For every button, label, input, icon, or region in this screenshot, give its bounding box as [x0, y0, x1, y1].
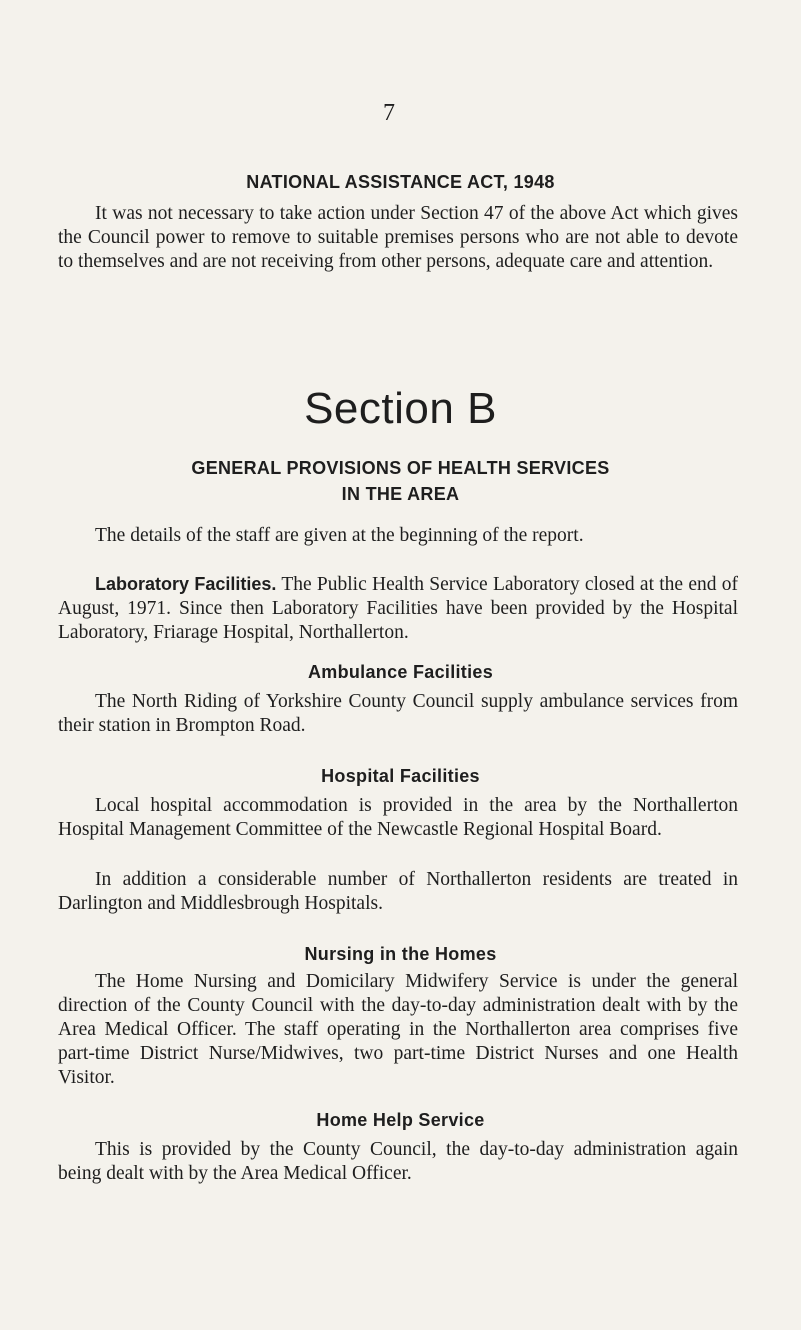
nursing-heading: Nursing in the Homes [304, 944, 497, 964]
hospital-paragraph-2: In addition a considerable number of Northallerton residents are treated in Darlington and Middlesbrough Hospitals. [58, 869, 738, 914]
home-help-heading: Home Help Service [316, 1110, 485, 1130]
ambulance-paragraph: The North Riding of Yorkshire County Council supply ambulance services from their station in Brompton Road. [58, 691, 738, 736]
ambulance-heading: Ambulance Facilities [307, 662, 494, 682]
section-title: Section B [304, 384, 497, 433]
laboratory-body: The Public Health Service Laboratory closed at the end of August, 1971. Since then Laboratory Facilities have been provided by the Hospital Laboratory, Friarage Hospital, Northallerton. [58, 574, 738, 643]
laboratory-paragraph [58, 572, 738, 645]
page-number: 7 [383, 100, 395, 126]
general-provisions-heading-line2: IN THE AREA [341, 484, 460, 504]
national-assistance-heading: NATIONAL ASSISTANCE ACT, 1948 [246, 172, 555, 192]
hospital-paragraph-1: Local hospital accommodation is provided in the area by the Northallerton Hospital Management Committee of the Newcastle Regional Hospital Board. [58, 795, 738, 840]
laboratory-heading: Laboratory Facilities. [95, 574, 277, 594]
nursing-paragraph: The Home Nursing and Domicilary Midwifery Service is under the general direction of the County Council with the day-to-day administration dealt with by the Area Medical Officer. The staff operating in the Northallerton area comprises five part-time District Nurse/Midwives, two part-time District Nurses and one Health Visitor. [58, 971, 738, 1088]
home-help-paragraph: This is provided by the County Council, the day-to-day administration again being dealt with by the Area Medical Officer. [58, 1139, 738, 1184]
staff-note-paragraph: The details of the staff are given at the beginning of the report. [95, 525, 584, 546]
national-assistance-paragraph: It was not necessary to take action under Section 47 of the above Act which gives the Council power to remove to suitable premises persons who are not able to devote to themselves and are not receiving from other persons, adequate care and attention. [58, 203, 738, 272]
general-provisions-heading-line1: GENERAL PROVISIONS OF HEALTH SERVICES [191, 458, 610, 478]
hospital-heading: Hospital Facilities [321, 766, 480, 786]
